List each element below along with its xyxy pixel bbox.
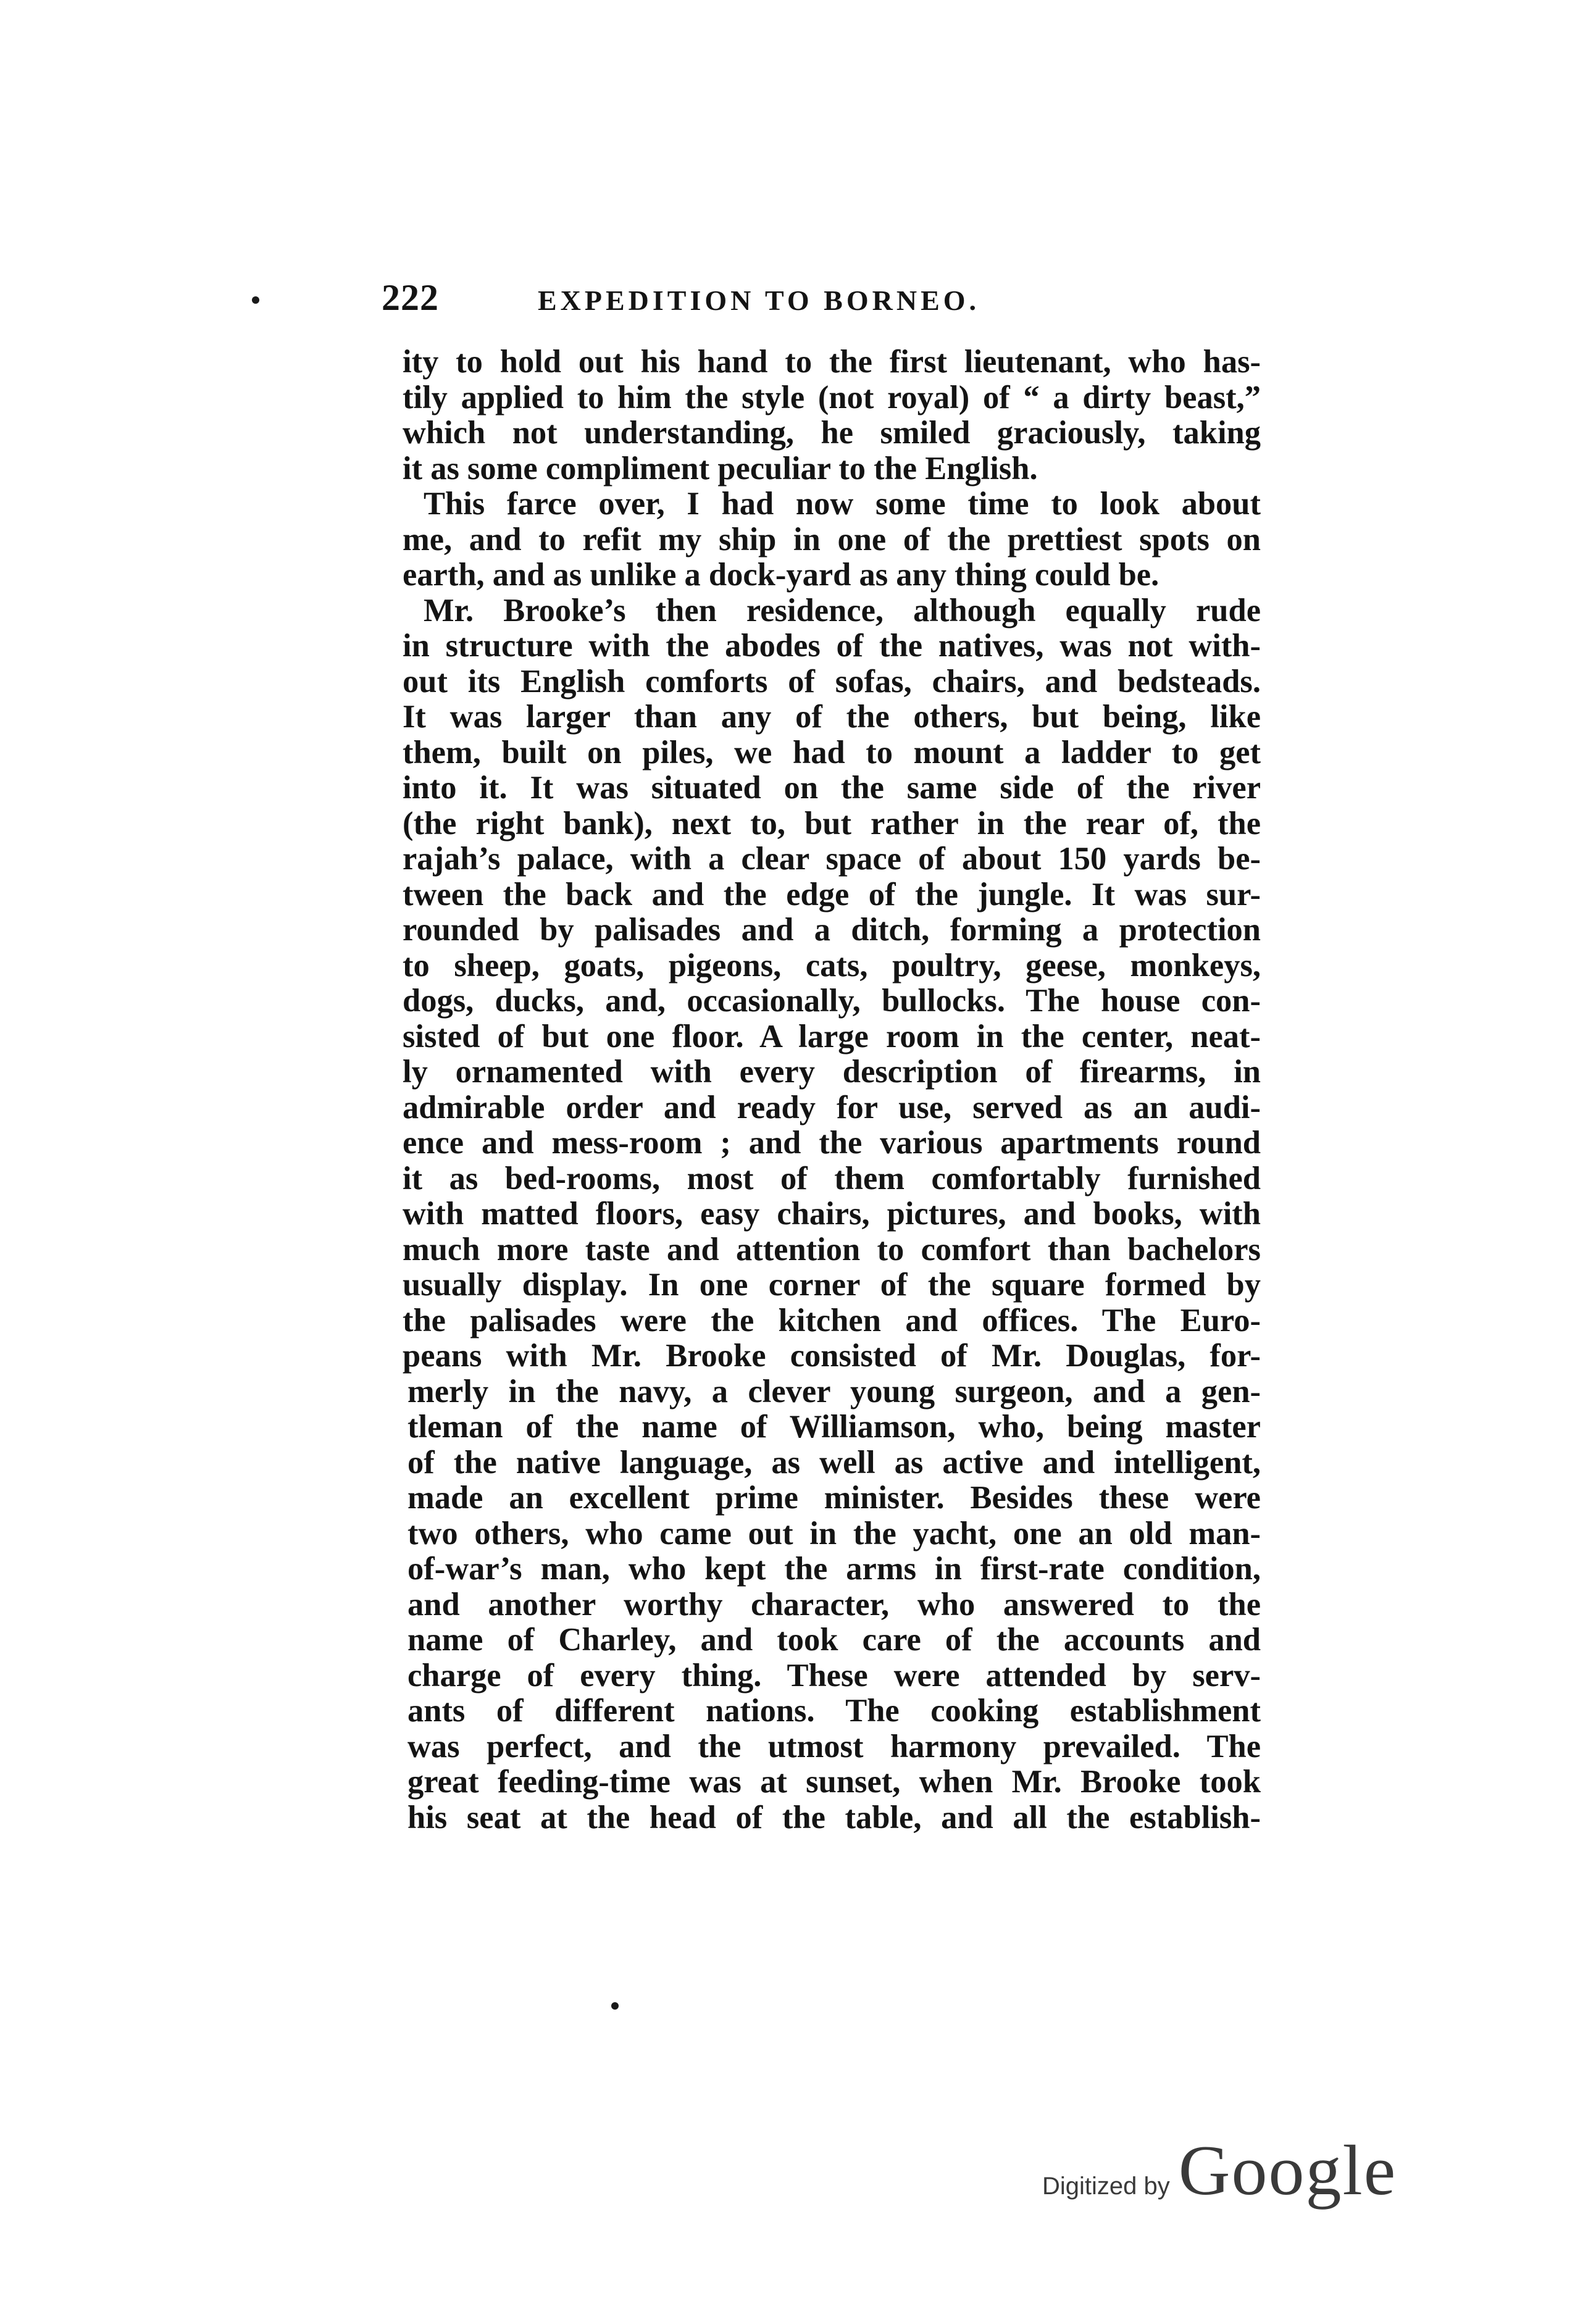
- text-line: the palisades were the kitchen and offices. The Euro-: [403, 1302, 1261, 1338]
- text-line: ly ornamented with every description of firearms, in: [403, 1054, 1261, 1090]
- running-head: EXPEDITION TO BORNEO.: [538, 285, 980, 316]
- text-line: earth, and as unlike a dock-yard as any thing could be.: [403, 557, 1159, 593]
- text-line: charge of every thing. These were attended by serv-: [407, 1657, 1261, 1693]
- text-line: (the right bank), next to, but rather in the rear of, the: [403, 805, 1261, 842]
- text-line: was perfect, and the utmost harmony prevailed. The: [407, 1728, 1261, 1764]
- margin-dot: [252, 296, 259, 304]
- text-line: sisted of but one floor. A large room in the center, neat-: [403, 1018, 1261, 1055]
- text-line: tily applied to him the style (not royal) of “ a dirty beast,”: [403, 379, 1261, 416]
- google-logo: Google: [1178, 2131, 1397, 2210]
- page-number: 222: [382, 277, 439, 318]
- text-line: merly in the navy, a clever young surgeon, and a gen-: [407, 1373, 1261, 1409]
- text-line: admirable order and ready for use, served as an audi-: [403, 1089, 1261, 1126]
- body-text: [403, 345, 1261, 1835]
- text-line: It was larger than any of the others, but being, like: [403, 699, 1261, 735]
- text-line: and another worthy character, who answered to the: [407, 1586, 1261, 1622]
- text-line: ity to hold out his hand to the first lieutenant, who has-: [403, 344, 1261, 380]
- text-line: tleman of the name of Williamson, who, being master: [407, 1409, 1261, 1445]
- text-line: me, and to refit my ship in one of the prettiest spots on: [403, 521, 1261, 558]
- text-line: Mr. Brooke’s then residence, although equally rude: [424, 592, 1261, 629]
- text-line: his seat at the head of the table, and all the establish-: [407, 1799, 1261, 1835]
- text-line: ants of different nations. The cooking establishment: [407, 1693, 1261, 1729]
- text-line: out its English comforts of sofas, chairs, and bedsteads.: [403, 663, 1261, 700]
- text-line: of-war’s man, who kept the arms in first-rate condition,: [407, 1551, 1261, 1587]
- text-line: to sheep, goats, pigeons, cats, poultry, geese, monkeys,: [403, 947, 1261, 984]
- text-line: tween the back and the edge of the jungle. It was sur-: [403, 876, 1261, 913]
- text-line: two others, who came out in the yacht, one an old man-: [407, 1515, 1261, 1551]
- text-line: much more taste and attention to comfort than bachelors: [403, 1231, 1261, 1267]
- text-line: into it. It was situated on the same side of the river: [403, 770, 1261, 806]
- text-line: it as bed-rooms, most of them comfortably furnished: [403, 1160, 1261, 1196]
- watermark-prefix: Digitized by: [1042, 2173, 1170, 2200]
- text-line: with matted floors, easy chairs, pictures, and books, with: [403, 1196, 1261, 1232]
- text-line: name of Charley, and took care of the accounts and: [407, 1622, 1261, 1658]
- text-line: ence and mess-room ; and the various apartments round: [403, 1125, 1261, 1161]
- text-line: rajah’s palace, with a clear space of about 150 yards be-: [403, 841, 1261, 877]
- text-line: rounded by palisades and a ditch, forming a protection: [403, 912, 1261, 948]
- bottom-dot: [611, 2002, 619, 2010]
- page-header: [382, 277, 1320, 326]
- text-line: them, built on piles, we had to mount a ladder to get: [403, 734, 1261, 771]
- text-line: which not understanding, he smiled graciously, taking: [403, 415, 1261, 451]
- text-line: made an excellent prime minister. Besides these were: [407, 1480, 1261, 1516]
- text-line: dogs, ducks, and, occasionally, bullocks. The house con-: [403, 983, 1261, 1019]
- text-line: This farce over, I had now some time to look about: [424, 486, 1261, 522]
- text-line: great feeding-time was at sunset, when Mr. Brooke took: [407, 1764, 1261, 1800]
- text-line: it as some compliment peculiar to the English.: [403, 450, 1038, 487]
- text-line: usually display. In one corner of the square formed by: [403, 1267, 1261, 1303]
- digitized-watermark: [1042, 2130, 1397, 2212]
- text-line: of the native language, as well as active and intelligent,: [407, 1444, 1261, 1480]
- text-line: peans with Mr. Brooke consisted of Mr. Douglas, for-: [403, 1338, 1261, 1374]
- text-line: in structure with the abodes of the natives, was not with-: [403, 628, 1261, 664]
